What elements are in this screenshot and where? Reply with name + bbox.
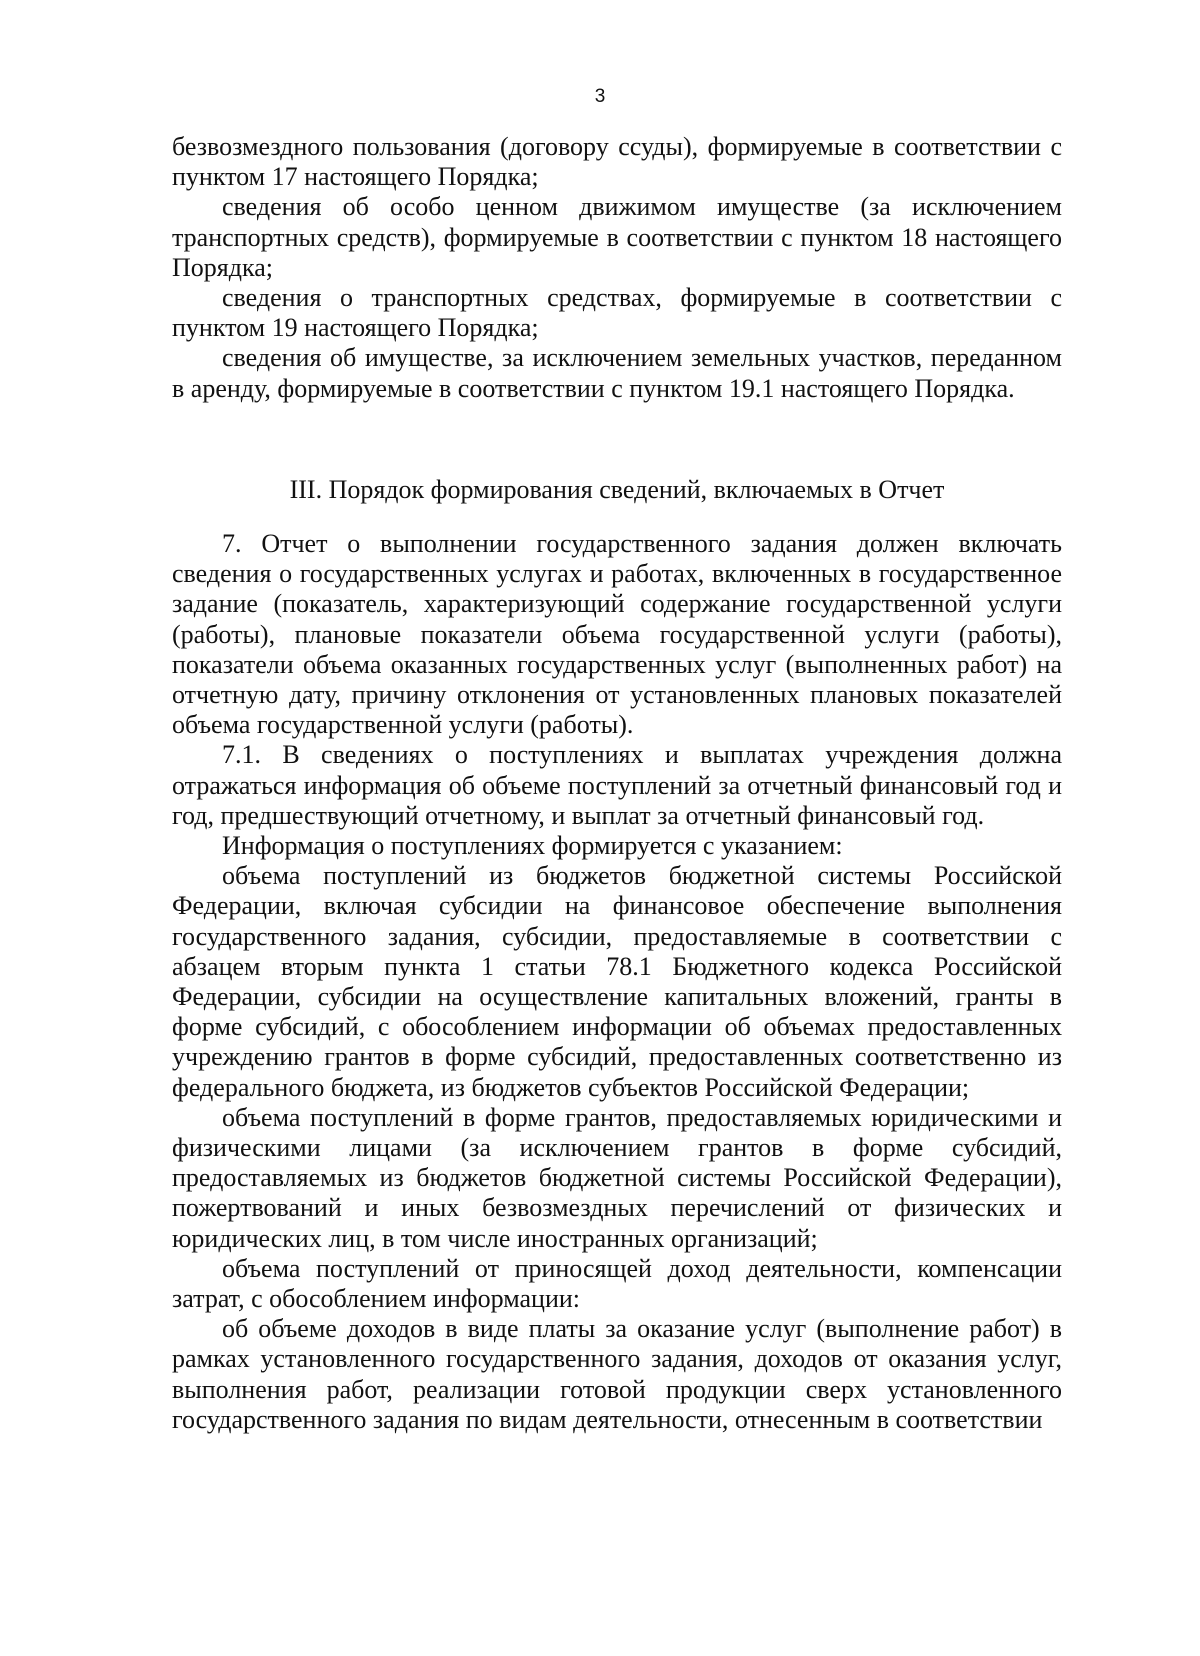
paragraph: объема поступлений в форме грантов, предоставляемых юридическими и физическими лицами (за исключением грантов в форме субсидий, предоставляемых из бюджетов бюджетной системы Российской Федерации), пожертвований и иных безвозмездных перечислений от физических и юридических лиц, в том числе иностранных организаций; [172, 1102, 1062, 1253]
paragraph: Информация о поступлениях формируется с указанием: [222, 831, 843, 861]
paragraph: безвозмездного пользования (договору ссуды), формируемые в соответствии с пунктом 17 настоящего Порядка; [172, 132, 1062, 192]
page-number: 3 [594, 86, 606, 107]
paragraph: сведения об особо ценном движимом имуществе (за исключением транспортных средств), формируемые в соответствии с пунктом 18 настоящего Порядка; [172, 192, 1062, 282]
paragraph: объема поступлений из бюджетов бюджетной системы Российской Федерации, включая субсидии на финансовое обеспечение выполнения государственного задания, субсидии, предоставляемые в соответствии с абзацем вторым пункта 1 статьи 78.1 Бюджетного кодекса Российской Федерации, субсидии на осуществление капитальных вложений, гранты в форме субсидий, с обособлением информации об объемах предоставленных учреждению грантов в форме субсидий, предоставленных соответственно из федерального бюджета, из бюджетов субъектов Российской Федерации; [172, 861, 1062, 1102]
section-text-block [172, 529, 1062, 1435]
section-heading: III. Порядок формирования сведений, включаемых в Отчет [289, 475, 945, 504]
paragraph: 7.1. В сведениях о поступлениях и выплатах учреждения должна отражаться информация об объеме поступлений за отчетный финансовый год и год, предшествующий отчетному, и выплат за отчетный финансовый год. [172, 740, 1062, 830]
paragraph: об объеме доходов в виде платы за оказание услуг (выполнение работ) в рамках установленного государственного задания, доходов от оказания услуг, выполнения работ, реализации готовой продукции сверх установленного государственного задания по видам деятельности, отнесенным в соответствии [172, 1314, 1062, 1434]
paragraph: сведения об имуществе, за исключением земельных участков, переданном в аренду, формируемые в соответствии с пунктом 19.1 настоящего Порядка. [172, 343, 1062, 403]
paragraph: 7. Отчет о выполнении государственного задания должен включать сведения о государственных услугах и работах, включенных в государственное задание (показатель, характеризующий содержание государственной услуги (работы), плановые показатели объема государственной услуги (работы), показатели объема оказанных государственных услуг (выполненных работ) на отчетную дату, причину отклонения от установленных плановых показателей объема государственной услуги (работы). [172, 529, 1062, 740]
paragraph: сведения о транспортных средствах, формируемые в соответствии с пунктом 19 настоящего Порядка; [172, 283, 1062, 343]
paragraph: объема поступлений от приносящей доход деятельности, компенсации затрат, с обособлением информации: [172, 1253, 1062, 1314]
top-text-block [172, 132, 1062, 404]
